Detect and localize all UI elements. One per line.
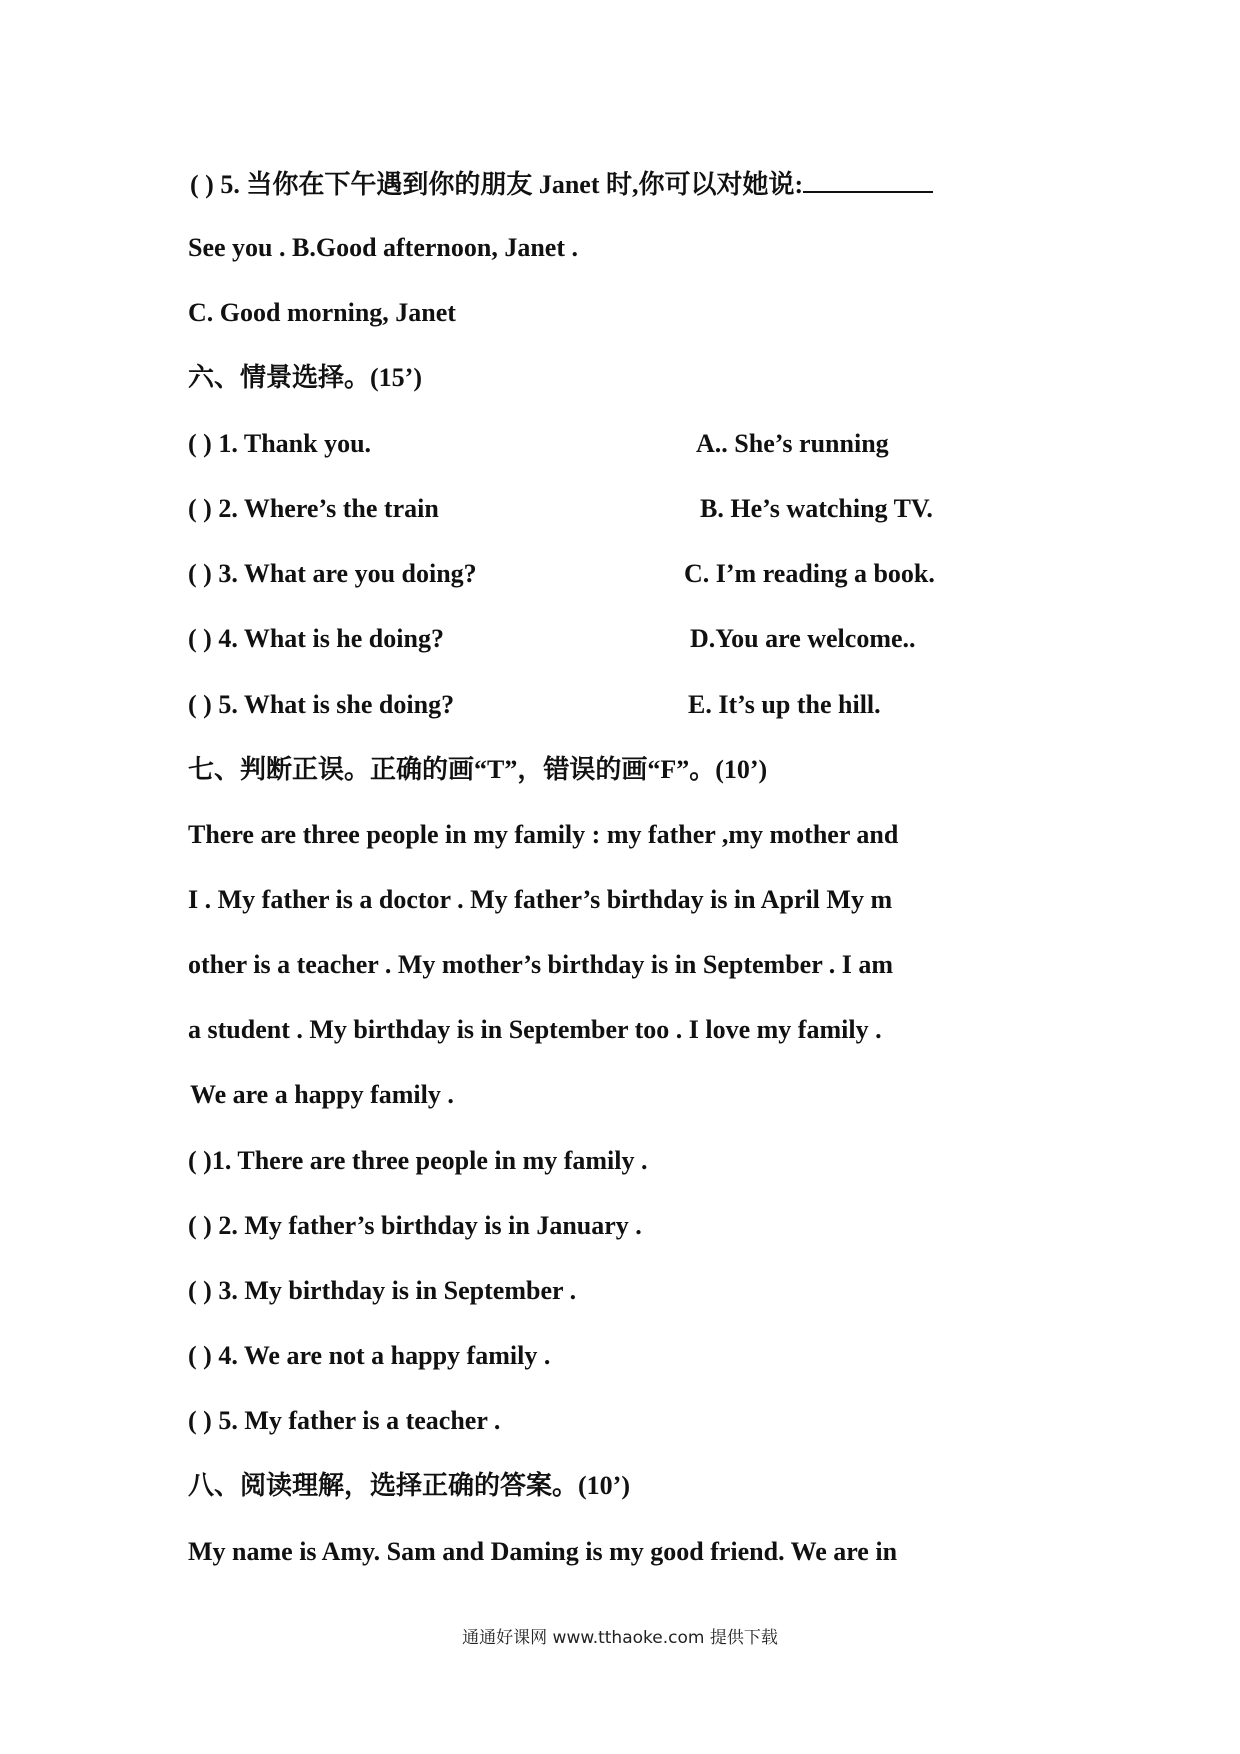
s6-answer-a: A.. She’s running bbox=[696, 429, 889, 458]
section-6-heading: 六、情景选择。(15’) bbox=[188, 363, 422, 392]
page-footer: 通通好课网 www.tthaoke.com 提供下载 bbox=[462, 1628, 778, 1648]
section-7-heading: 七、判断正误。正确的画“T”，错误的画“F”。(10’) bbox=[188, 755, 768, 784]
s6-question-4: ( ) 4. What is he doing? bbox=[188, 624, 444, 653]
s7-statement-5: ( ) 5. My father is a teacher . bbox=[188, 1406, 501, 1435]
question-5 bbox=[190, 168, 933, 202]
s7-passage-line-3: other is a teacher . My mother’s birthday is in September . I am bbox=[188, 950, 894, 979]
s7-statement-2: ( ) 2. My father’s birthday is in January . bbox=[188, 1211, 642, 1240]
s7-statement-3: ( ) 3. My birthday is in September . bbox=[188, 1276, 577, 1305]
answer-blank bbox=[803, 169, 933, 193]
s6-question-2: ( ) 2. Where’s the train bbox=[188, 494, 439, 523]
s7-passage-line-4: a student . My birthday is in September too . I love my family . bbox=[188, 1015, 882, 1044]
s7-passage-line-1: There are three people in my family : my father ,my mother and bbox=[188, 820, 899, 849]
s7-passage-line-5: We are a happy family . bbox=[190, 1080, 454, 1109]
s6-answer-c: C. I’m reading a book. bbox=[684, 559, 935, 588]
s6-answer-b: B. He’s watching TV. bbox=[700, 494, 933, 523]
question-5-option-c: C. Good morning, Janet bbox=[188, 298, 456, 327]
s7-statement-1: ( )1. There are three people in my family . bbox=[188, 1146, 648, 1175]
s8-passage-line-1: My name is Amy. Sam and Daming is my good friend. We are in bbox=[188, 1537, 898, 1566]
s6-question-1: ( ) 1. Thank you. bbox=[188, 429, 372, 458]
s6-answer-e: E. It’s up the hill. bbox=[688, 690, 881, 719]
s6-answer-d: D.You are welcome.. bbox=[690, 624, 916, 653]
s6-question-3: ( ) 3. What are you doing? bbox=[188, 559, 477, 588]
question-5-text: ( ) 5. 当你在下午遇到你的朋友 Janet 时,你可以对她说: bbox=[190, 170, 804, 199]
s7-statement-4: ( ) 4. We are not a happy family . bbox=[188, 1341, 551, 1370]
s7-passage-line-2: I . My father is a doctor . My father’s birthday is in April My m bbox=[188, 885, 893, 914]
question-5-options-ab: See you . B.Good afternoon, Janet . bbox=[188, 233, 578, 262]
s6-question-5: ( ) 5. What is she doing? bbox=[188, 690, 455, 719]
section-8-heading: 八、阅读理解，选择正确的答案。(10’) bbox=[188, 1471, 630, 1500]
